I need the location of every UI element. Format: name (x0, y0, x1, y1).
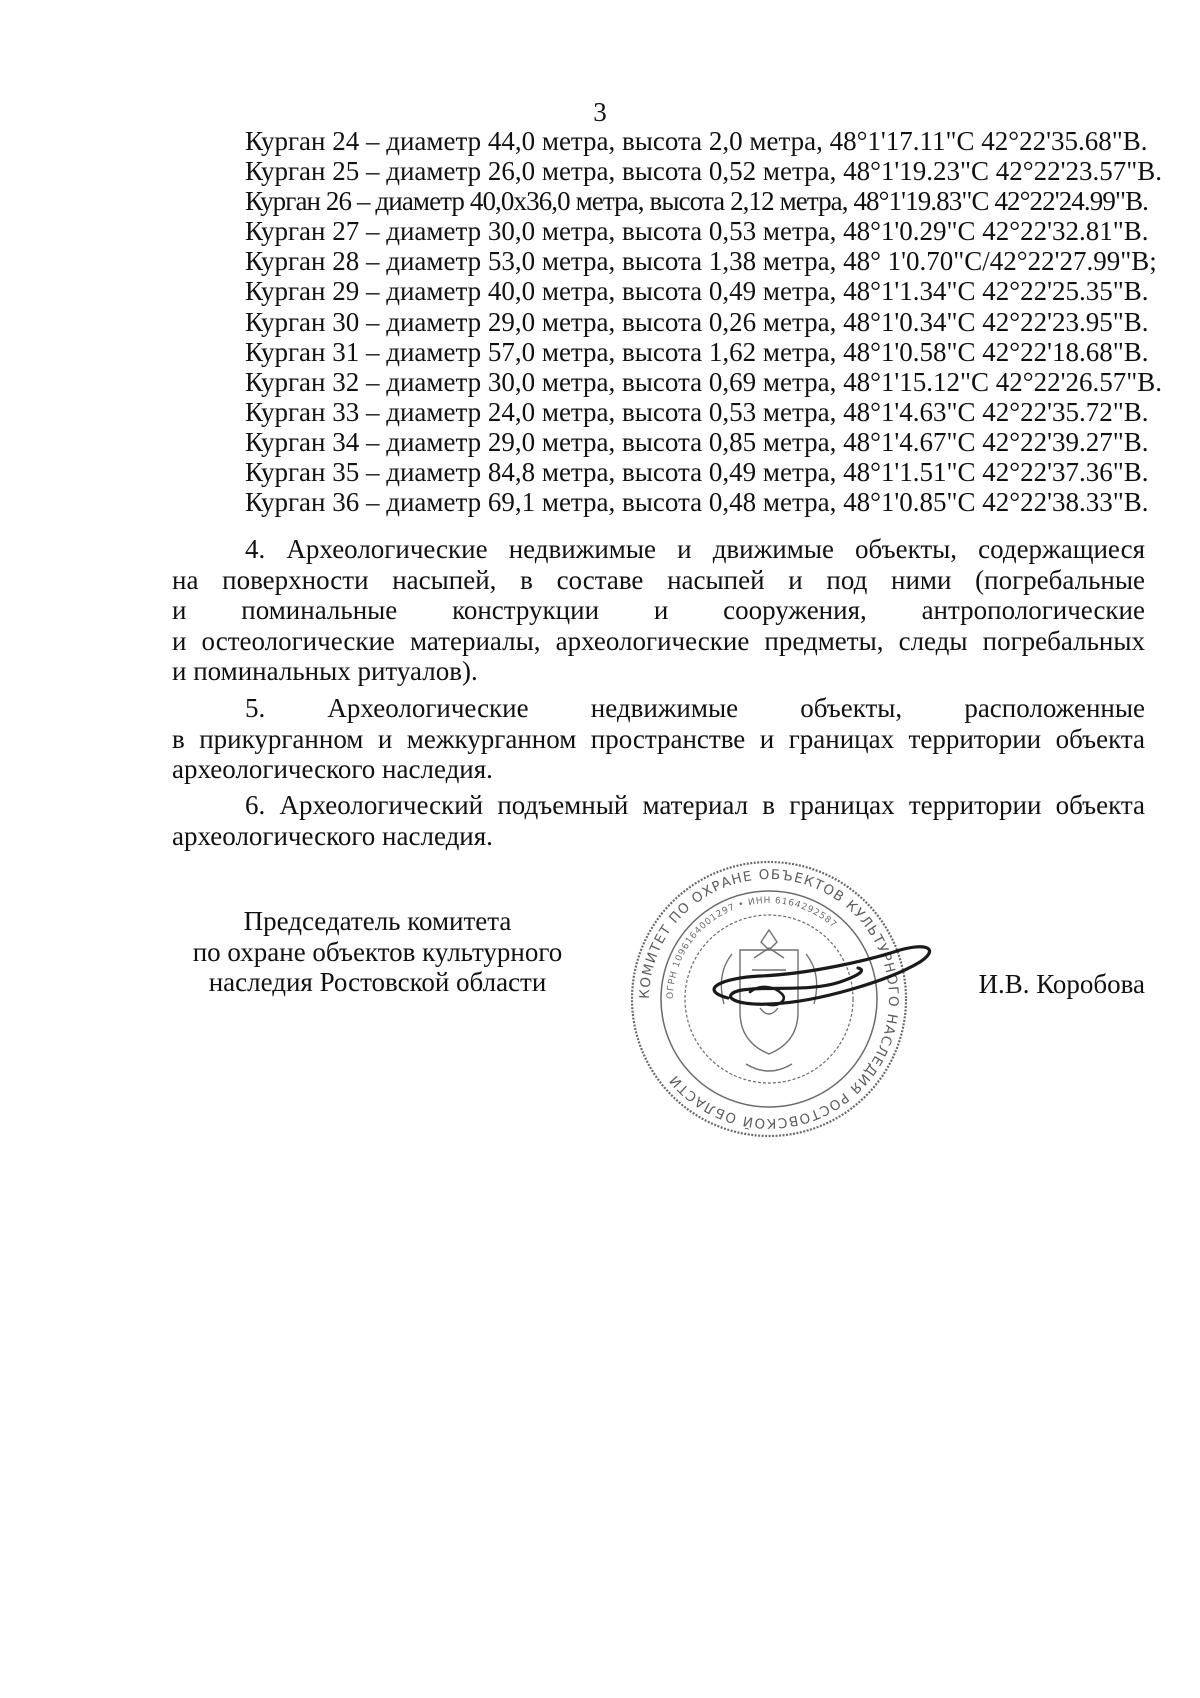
paragraph-line-text: 5. Археологические недвижимые объекты, расположенные (245, 693, 1145, 723)
paragraph-4 (172, 534, 1145, 687)
paragraph-line: и остеологические материалы, археологические предметы, следы погребальных (172, 625, 1145, 656)
paragraph-line-text: 6. Археологический подъемный материал в границах территории объекта (245, 790, 1145, 820)
paragraph-line (172, 790, 1145, 821)
kurgan-item: Курган 24 – диаметр 44,0 метра, высота 2,0 метра, 48°1'17.11"С 42°22'35.68"В. (245, 126, 1148, 156)
paragraph-5 (172, 693, 1145, 785)
signatory-title-line: по охране объектов культурного (192, 936, 563, 967)
kurgan-list (245, 126, 1162, 518)
handwritten-signature (690, 920, 950, 1050)
kurgan-item: Курган 29 – диаметр 40,0 метра, высота 0,49 метра, 48°1'1.34"С 42°22'25.35"В. (245, 276, 1149, 307)
kurgan-item: Курган 34 – диаметр 29,0 метра, высота 0,85 метра, 48°1'4.67"С 42°22'39.27"В. (245, 426, 1149, 457)
kurgan-item: Курган 31 – диаметр 57,0 метра, высота 1,62 метра, 48°1'0.58"С 42°22'18.68"В. (245, 336, 1149, 367)
signatory-title (170, 906, 585, 998)
paragraph-line: археологического наследия. (172, 754, 493, 784)
kurgan-item: Курган 27 – диаметр 30,0 метра, высота 0,53 метра, 48°1'0.29"С 42°22'32.81"В. (245, 216, 1149, 247)
paragraph-line: археологического наследия. (172, 820, 493, 851)
kurgan-item: Курган 25 – диаметр 26,0 метра, высота 0,52 метра, 48°1'19.23"С 42°22'23.57"В. (245, 156, 1162, 187)
signatory-title-line: Председатель комитета (243, 906, 512, 936)
kurgan-item: Курган 32 – диаметр 30,0 метра, высота 0,69 метра, 48°1'15.12"С 42°22'26.57"В. (245, 366, 1162, 397)
paragraph-line (172, 534, 1145, 565)
paragraph-6 (172, 790, 1145, 851)
paragraph-line (172, 693, 1145, 724)
page-number: 3 (593, 97, 607, 127)
paragraph-line: и поминальных ритуалов). (172, 656, 478, 686)
signatory-title-line: наследия Ростовской области (208, 967, 547, 997)
kurgan-item: Курган 36 – диаметр 69,1 метра, высота 0,48 метра, 48°1'0.85"С 42°22'38.33"В. (245, 487, 1149, 518)
paragraph-line: в прикурганном и межкурганном пространстве и границах территории объекта (172, 723, 1145, 754)
seal-inner-text: ОГРН 1096164001297 • ИНН 6164292587 (665, 895, 839, 1000)
kurgan-item: Курган 35 – диаметр 84,8 метра, высота 0,49 метра, 48°1'1.51"С 42°22'37.36"В. (245, 457, 1149, 488)
paragraph-line: на поверхности насыпей, в составе насыпей и под ними (погребальные (172, 564, 1145, 595)
kurgan-item: Курган 28 – диаметр 53,0 метра, высота 1,38 метра, 48° 1'0.70"С/42°22'27.99"В; (245, 246, 1157, 277)
kurgan-item: Курган 33 – диаметр 24,0 метра, высота 0,53 метра, 48°1'4.63"С 42°22'35.72"В. (245, 396, 1149, 427)
signatory-name: И.В. Коробова (978, 969, 1145, 999)
seal-outer-text: КОМИТЕТ ПО ОХРАНЕ ОБЪЕКТОВ КУЛЬТУРНОГО НАСЛЕДИЯ РОСТОВСКОЙ ОБЛАСТИ (636, 866, 902, 1132)
paragraph-line-text: 4. Археологические недвижимые и движимые объекты, содержащиеся (245, 534, 1145, 564)
kurgan-item: Курган 30 – диаметр 29,0 метра, высота 0,26 метра, 48°1'0.34"С 42°22'23.95"В. (245, 306, 1149, 337)
kurgan-item: Курган 26 – диаметр 40,0х36,0 метра, высота 2,12 метра, 48°1'19.83"С 42°22'24.99"В. (245, 186, 1149, 217)
paragraph-line: и поминальные конструкции и сооружения, антропологические (172, 595, 1145, 625)
